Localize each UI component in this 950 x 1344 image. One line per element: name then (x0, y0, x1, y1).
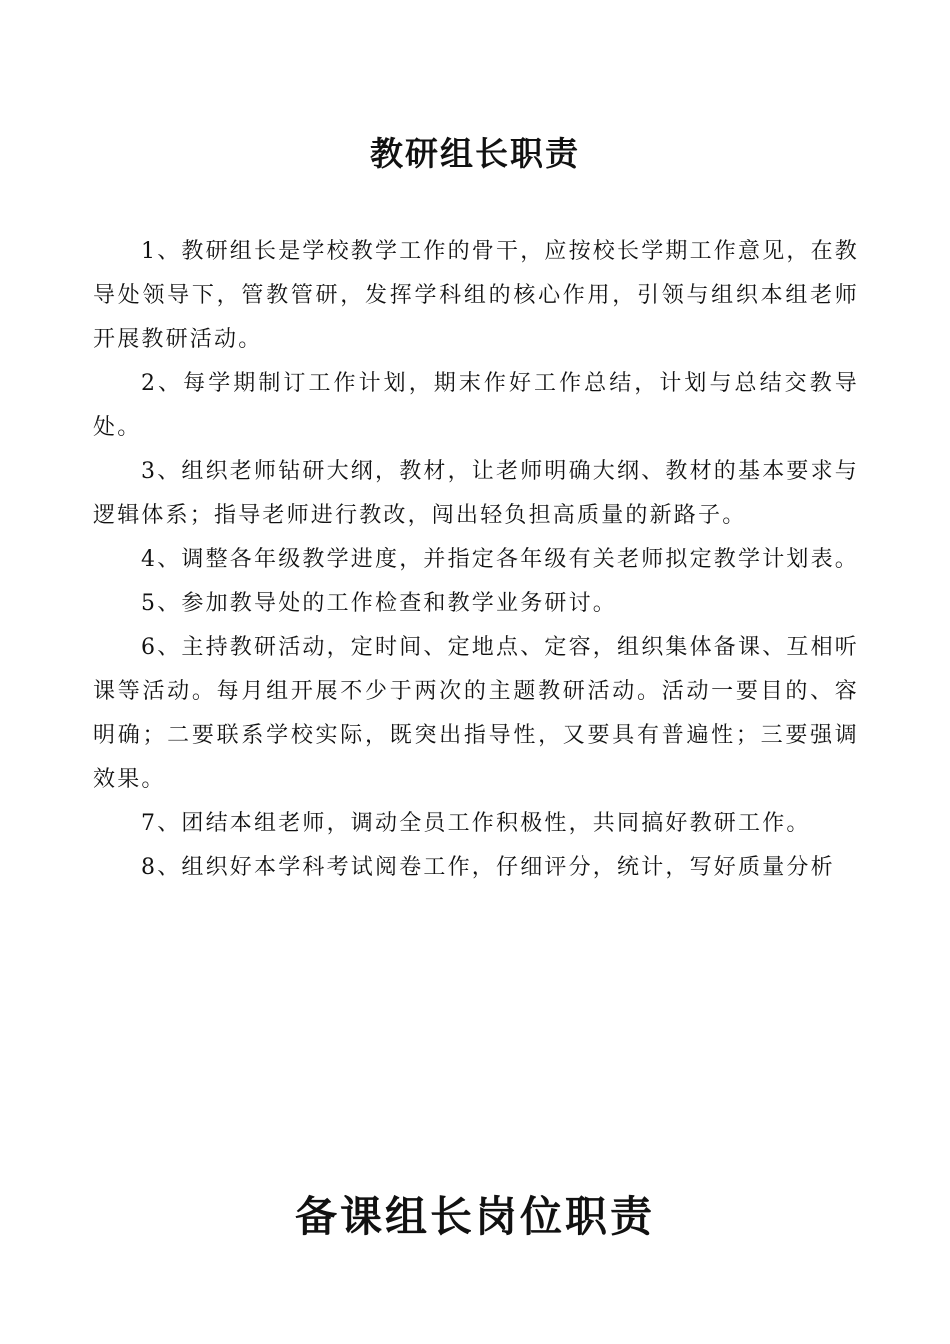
duty-paragraph-4: 4、调整各年级教学进度，并指定各年级有关老师拟定教学计划表。 (141, 547, 859, 572)
duty-paragraph-6: 6、主持教研活动，定时间、定地点、定容，组织集体备课、互相听课等活动。每月组开展不少于两次的主题教研活动。活动一要目的、容明确；二要联系学校实际，既突出指导性，又要具有普遍性；三要强调效果。 (93, 635, 859, 792)
duty-paragraph-1: 1、教研组长是学校教学工作的骨干，应按校长学期工作意见，在教导处领导下，管教管研，发挥学科组的核心作用，引领与组织本组老师开展教研活动。 (93, 239, 859, 352)
duties-list (93, 230, 859, 890)
duty-paragraph-2: 2、每学期制订工作计划，期末作好工作总结，计划与总结交教导处。 (93, 371, 859, 440)
duty-paragraph-3: 3、组织老师钻研大纲，教材，让老师明确大纲、教材的基本要求与逻辑体系；指导老师进行教改，闯出轻负担高质量的新路子。 (93, 459, 859, 528)
duty-paragraph-7: 7、团结本组老师，调动全员工作积极性，共同搞好教研工作。 (141, 811, 811, 836)
section-title: 备课组长岗位职责 (294, 1192, 655, 1241)
page-title: 教研组长职责 (370, 134, 580, 173)
duty-paragraph-8: 8、组织好本学科考试阅卷工作，仔细评分，统计，写好质量分析 (141, 855, 835, 880)
duty-paragraph-5: 5、参加教导处的工作检查和教学业务研讨。 (141, 591, 617, 616)
